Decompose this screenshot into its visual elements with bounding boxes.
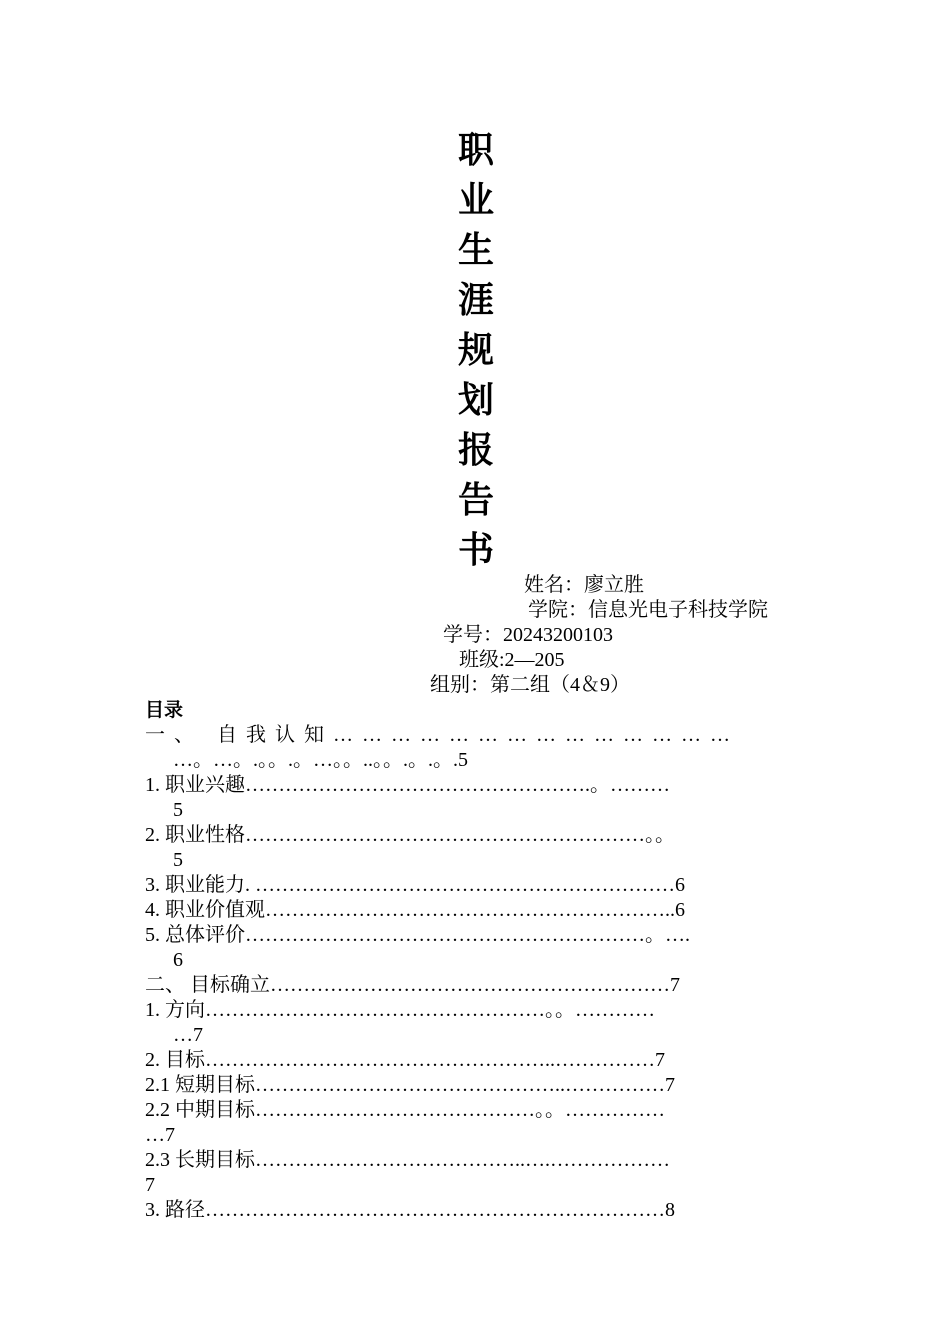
student-group: 组别：第二组（4＆9） — [430, 674, 630, 696]
toc-line: 5 — [173, 849, 183, 871]
title-char: 告 — [457, 480, 494, 521]
toc-line: 4. 职业价值观……………………………………………………..6 — [145, 899, 685, 921]
table-of-contents — [145, 723, 775, 1223]
toc-line: 1. 方向……………………………………………。。………… — [145, 999, 655, 1021]
toc-line: 2.3 长期目标…………………………………..….……………… — [145, 1149, 670, 1171]
title-char: 规 — [457, 330, 494, 371]
toc-line: 3. 路径……………………………………………………………8 — [145, 1199, 675, 1221]
toc-line: 5. 总体评价……………………………………………………。…. — [145, 924, 690, 946]
student-class: 班级:2—205 — [459, 649, 565, 671]
toc-line: 2.2 中期目标……………………………………。。…………… — [145, 1099, 665, 1121]
toc-line: 2.1 短期目标………………………………………..……………7 — [145, 1074, 675, 1096]
title-char: 生 — [457, 230, 494, 271]
student-college: 学院：信息光电子科技学院 — [528, 599, 768, 621]
title-char: 报 — [457, 430, 494, 471]
toc-heading: 目录 — [145, 699, 184, 721]
title-char: 划 — [457, 380, 494, 421]
toc-line: 二、 目标确立……………………………………………………7 — [145, 974, 680, 996]
toc-line: 6 — [173, 949, 183, 971]
report-title — [452, 126, 500, 576]
toc-line: …7 — [145, 1124, 175, 1146]
toc-line: 一、 自我认知…………………………………… — [145, 724, 739, 746]
toc-line: …7 — [173, 1024, 203, 1046]
toc-line: 3. 职业能力. ………………………………………………………6 — [145, 874, 685, 896]
toc-line: 7 — [145, 1174, 155, 1196]
toc-line: 1. 职业兴趣…………………………………………….。……… — [145, 774, 670, 796]
title-char: 职 — [457, 130, 494, 171]
toc-line: …。…。.。。.。…。。..。。.。.。.5 — [173, 749, 468, 771]
toc-line: 2. 目标……………………………………………..……………7 — [145, 1049, 665, 1071]
toc-line: 5 — [173, 799, 183, 821]
student-id: 学号：20243200103 — [443, 624, 613, 646]
student-name: 姓名：廖立胜 — [524, 574, 644, 596]
toc-line: 2. 职业性格……………………………………………………。。 — [145, 824, 675, 846]
title-char: 涯 — [457, 280, 494, 321]
title-char: 业 — [457, 180, 494, 221]
title-char: 书 — [457, 530, 494, 571]
